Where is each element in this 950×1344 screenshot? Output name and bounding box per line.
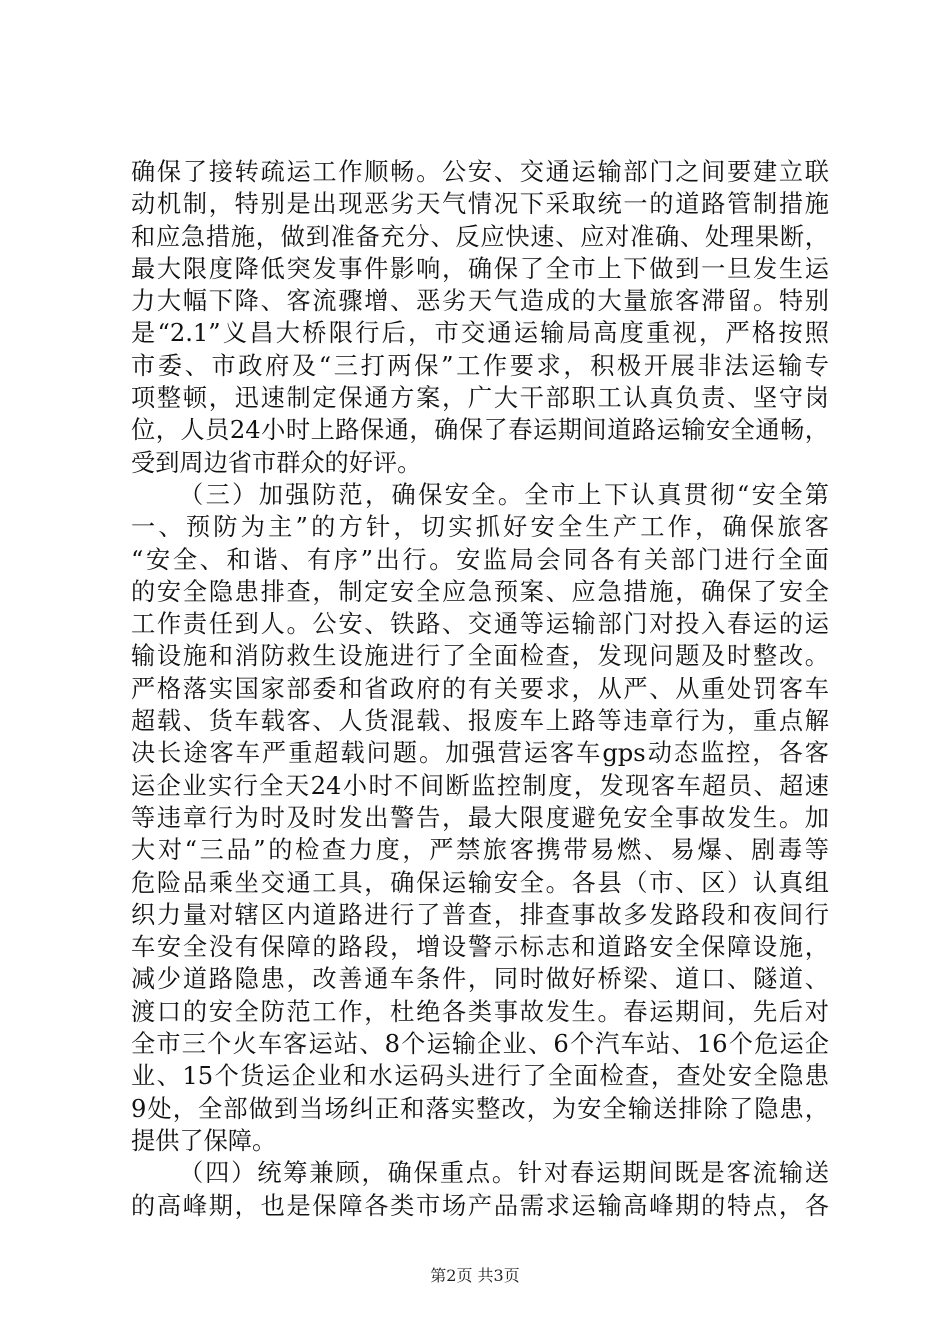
text-line: 的高峰期，也是保障各类市场产品需求运输高峰期的特点，各 [131,1191,829,1220]
text-line: （四）统筹兼顾，确保重点。针对春运期间既是客流输送 [179,1159,829,1188]
text-line: 织力量对辖区内道路进行了普查，排查事故多发路段和夜间行 [131,900,829,929]
text-line: 严格落实国家部委和省政府的有关要求，从严、从重处罚客车 [131,674,829,703]
text-line: 运企业实行全天24小时不间断监控制度，发现客车超员、超速 [131,771,829,800]
text-line: 车安全没有保障的路段，增设警示标志和道路安全保障设施， [131,933,829,962]
text-line: 工作责任到人。公安、铁路、交通等运输部门对投入春运的运 [131,610,829,639]
text-line: 的安全隐患排查，制定安全应急预案、应急措施，确保了安全 [131,577,829,606]
text-line: 全市三个火车客运站、8个运输企业、6个汽车站、16个危运企 [131,1030,829,1059]
text-line: 业、15个货运企业和水运码头进行了全面检查，查处安全隐患 [131,1062,829,1091]
text-line: 减少道路隐患，改善通车条件，同时做好桥梁、道口、隧道、 [131,965,829,994]
text-line: 超载、货车载客、人货混载、报废车上路等违章行为，重点解 [131,707,829,736]
text-line: 一、预防为主”的方针，切实抓好安全生产工作，确保旅客 [131,513,829,542]
text-line: 项整顿，迅速制定保通方案，广大干部职工认真负责、坚守岗 [131,384,829,413]
text-line: 受到周边省市群众的好评。 [131,448,422,477]
text-line: 动机制，特别是出现恶劣天气情况下采取统一的道路管制措施 [131,190,829,219]
text-line: 9处，全部做到当场纠正和落实整改，为安全输送排除了隐患， [131,1094,829,1123]
body-text [131,156,829,1222]
text-line: 决长途客车严重超载问题。加强营运客车gps动态监控，各客 [131,739,829,768]
text-line: 等违章行为时及时发出警告，最大限度避免安全事故发生。加 [131,803,829,832]
text-line: 最大限度降低突发事件影响，确保了全市上下做到一旦发生运 [131,254,829,283]
text-line: 提供了保障。 [131,1126,277,1155]
page-footer: 第2页 共3页 [430,1266,520,1285]
text-line: （三）加强防范，确保安全。全市上下认真贯彻“安全第 [179,480,829,509]
text-line: 市委、市政府及“三打两保”工作要求，积极开展非法运输专 [131,351,829,380]
text-line: 和应急措施，做到准备充分、反应快速、应对准确、处理果断， [131,222,829,251]
text-line: 力大幅下降、客流骤增、恶劣天气造成的大量旅客滞留。特别 [131,287,829,316]
text-line: 确保了接转疏运工作顺畅。公安、交通运输部门之间要建立联 [131,158,829,186]
text-line: 危险品乘坐交通工具，确保运输安全。各县（市、区）认真组 [131,868,829,897]
text-line: 大对“三品”的检查力度，严禁旅客携带易燃、易爆、剧毒等 [131,836,829,865]
text-line: 位，人员24小时上路保通，确保了春运期间道路运输安全通畅， [131,416,829,445]
text-line: 输设施和消防救生设施进行了全面检查，发现问题及时整改。 [131,642,829,671]
text-line: 是“2.1”义昌大桥限行后，市交通运输局高度重视，严格按照 [131,319,829,348]
text-line: “安全、和谐、有序”出行。安监局会同各有关部门进行全面 [131,545,829,574]
text-line: 渡口的安全防范工作，杜绝各类事故发生。春运期间，先后对 [131,997,829,1026]
